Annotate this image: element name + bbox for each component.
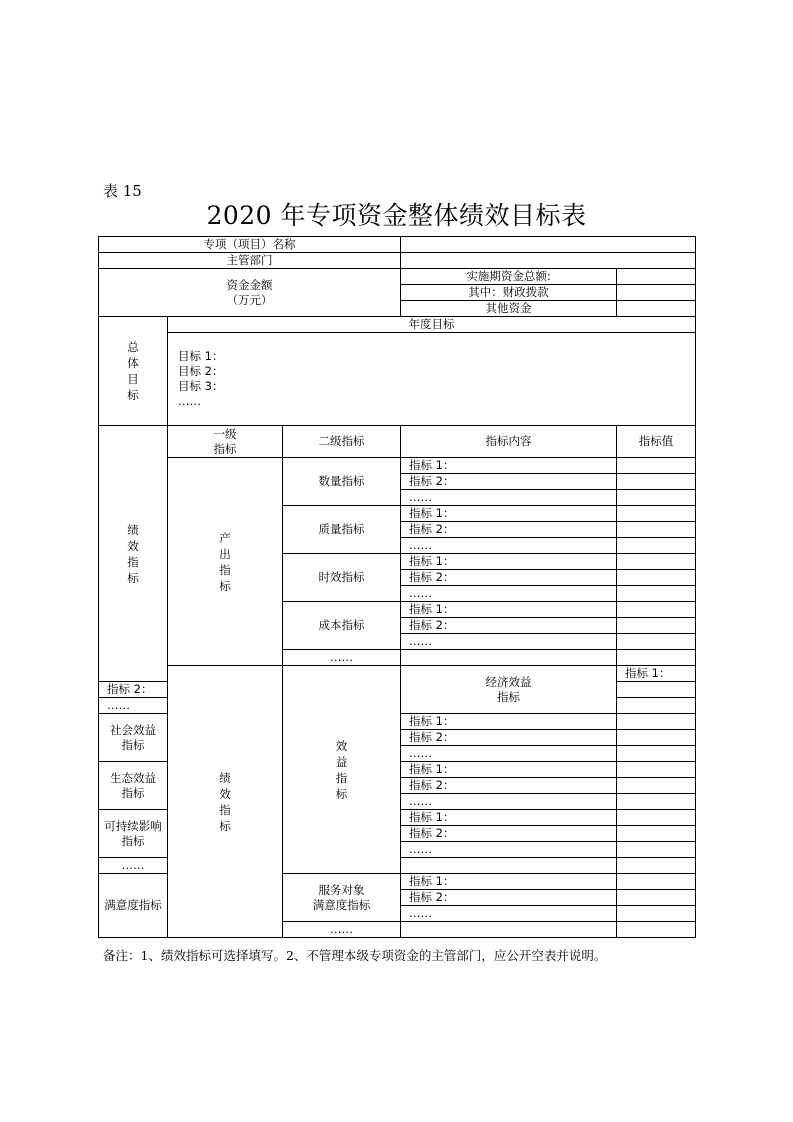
funds-label xyxy=(99,269,401,317)
indicator-cell[interactable]: 指标 1： xyxy=(401,762,617,778)
indicator-cell[interactable] xyxy=(401,650,617,666)
perf-char: 指 xyxy=(127,554,139,569)
indicator-value[interactable] xyxy=(617,634,696,650)
other-funds-label: 其他资金 xyxy=(401,301,617,317)
project-name-label: 专项（项目）名称 xyxy=(99,237,401,253)
indicator-cell[interactable]: 指标 1： xyxy=(401,458,617,474)
indicator-value[interactable] xyxy=(617,778,696,794)
indicator-value[interactable] xyxy=(617,650,696,666)
indicator-value[interactable] xyxy=(617,810,696,826)
quantity-indicator: 数量指标 xyxy=(283,458,401,506)
cost-indicator: 成本指标 xyxy=(283,602,401,650)
project-name-field[interactable] xyxy=(401,237,696,253)
output-more: …… xyxy=(283,650,401,666)
indicator-value[interactable] xyxy=(617,506,696,522)
indicator-cell[interactable] xyxy=(401,922,617,938)
group-name-line1: 可持续影响 xyxy=(104,818,162,833)
output-char: 产 xyxy=(219,530,231,545)
indicator-cell[interactable]: …… xyxy=(401,538,617,554)
benefit-char: 指 xyxy=(335,770,348,785)
indicator-value[interactable] xyxy=(617,714,696,730)
indicator-value[interactable] xyxy=(617,730,696,746)
output-char: 指 xyxy=(219,562,231,577)
goal-line: …… xyxy=(178,394,201,408)
output-char: 出 xyxy=(219,546,231,561)
level1-header-line1: 一级 xyxy=(213,426,237,441)
indicator-cell[interactable]: 指标 1： xyxy=(401,554,617,570)
fiscal-funds-label: 其中：财政拨款 xyxy=(401,285,617,301)
perf-char: 指 xyxy=(219,802,231,817)
performance-target-table xyxy=(98,236,696,938)
indicator-cell[interactable]: 指标 1： xyxy=(401,506,617,522)
indicator-value[interactable] xyxy=(617,858,696,874)
indicator-value[interactable] xyxy=(617,538,696,554)
group-name-line2: 指标 xyxy=(121,737,145,752)
group-name-line1: 服务对象 xyxy=(318,882,365,897)
benefit-char: 效 xyxy=(335,738,348,753)
perf-char: 绩 xyxy=(127,522,139,537)
department-label: 主管部门 xyxy=(99,253,401,269)
indicator-cell[interactable]: 指标 1： xyxy=(401,874,617,890)
funds-label-line2: （万元） xyxy=(226,292,273,307)
performance-section-label xyxy=(99,426,168,682)
indicator-cell[interactable]: 指标 2： xyxy=(99,682,168,698)
fiscal-funds-field[interactable] xyxy=(617,285,696,301)
indicator-cell[interactable]: 指标 2： xyxy=(401,826,617,842)
perf-char: 标 xyxy=(127,570,139,585)
total-funds-field[interactable] xyxy=(617,269,696,285)
benefit-char: 益 xyxy=(335,754,348,769)
level1-header-line2: 指标 xyxy=(213,441,237,456)
group-name-line2: 指标 xyxy=(121,833,145,848)
indicator-cell[interactable]: 指标 1： xyxy=(401,810,617,826)
perf-char: 效 xyxy=(219,786,231,801)
funds-label-line1: 资金金额 xyxy=(226,277,273,292)
benefit-char: 标 xyxy=(335,786,348,801)
annual-goal-content[interactable] xyxy=(168,333,696,426)
indicator-value[interactable] xyxy=(617,890,696,906)
table-number: 表 15 xyxy=(103,182,142,200)
indicator-cell[interactable]: 指标 2： xyxy=(401,890,617,906)
overall-char: 标 xyxy=(127,388,139,402)
indicator-cell[interactable]: 指标 2： xyxy=(401,730,617,746)
perf-char: 绩 xyxy=(219,770,231,785)
indicator-cell[interactable]: …… xyxy=(401,906,617,922)
goal-line: 目标 2： xyxy=(178,364,224,378)
group-name-line2: 满意度指标 xyxy=(312,897,371,912)
indicator-value[interactable] xyxy=(617,618,696,634)
value-header: 指标值 xyxy=(617,426,696,458)
content-header: 指标内容 xyxy=(401,426,617,458)
indicator-value[interactable] xyxy=(617,762,696,778)
page-title: 2020 年专项资金整体绩效目标表 xyxy=(206,201,587,230)
goal-line: 目标 3： xyxy=(178,379,224,393)
indicator-cell[interactable]: …… xyxy=(401,586,617,602)
group-name-line1: 经济效益 xyxy=(485,674,532,689)
ecological-benefit-indicator xyxy=(99,762,168,810)
annual-goal-label: 年度目标 xyxy=(168,317,696,333)
other-funds-field[interactable] xyxy=(617,301,696,317)
overall-char: 目 xyxy=(127,372,139,386)
indicator-value[interactable] xyxy=(617,586,696,602)
performance-section-label-2 xyxy=(168,666,283,938)
social-benefit-indicator xyxy=(99,714,168,762)
footnote: 备注：1、绩效指标可选择填写。2、不管理本级专项资金的主管部门，应公开空表并说明。 xyxy=(103,948,607,963)
overall-char: 总 xyxy=(127,340,139,354)
indicator-cell[interactable]: 指标 1： xyxy=(401,602,617,618)
perf-char: 标 xyxy=(219,818,231,833)
benefit-more: …… xyxy=(99,858,168,874)
indicator-value[interactable] xyxy=(617,474,696,490)
indicator-value[interactable] xyxy=(617,906,696,922)
indicator-cell[interactable]: 指标 1： xyxy=(401,714,617,730)
level2-header: 二级指标 xyxy=(283,426,401,458)
satisfaction-indicator-label: 满意度指标 xyxy=(99,874,168,938)
indicator-cell[interactable]: …… xyxy=(401,634,617,650)
department-field[interactable] xyxy=(401,253,696,269)
output-indicator-label xyxy=(168,458,283,666)
satisfaction-more: …… xyxy=(283,922,401,938)
indicator-value[interactable] xyxy=(617,922,696,938)
sustainable-impact-indicator xyxy=(99,810,168,858)
indicator-cell[interactable]: …… xyxy=(401,746,617,762)
overall-goal-section-label xyxy=(99,317,168,426)
indicator-cell[interactable]: 指标 2： xyxy=(401,778,617,794)
indicator-value[interactable] xyxy=(617,458,696,474)
indicator-cell[interactable]: …… xyxy=(401,794,617,810)
indicator-cell[interactable]: …… xyxy=(401,490,617,506)
overall-char: 体 xyxy=(127,356,139,370)
economic-benefit-indicator xyxy=(401,666,617,714)
service-satisfaction-indicator xyxy=(283,874,401,922)
indicator-value[interactable] xyxy=(617,602,696,618)
indicator-value[interactable] xyxy=(617,698,696,714)
indicator-cell[interactable]: 指标 2： xyxy=(401,522,617,538)
group-name-line1: 生态效益 xyxy=(110,770,156,785)
indicator-value[interactable] xyxy=(617,554,696,570)
goal-line: 目标 1： xyxy=(178,349,224,363)
indicator-cell[interactable]: …… xyxy=(401,842,617,858)
output-char: 标 xyxy=(219,578,231,593)
quality-indicator: 质量指标 xyxy=(283,506,401,554)
indicator-cell[interactable] xyxy=(401,858,617,874)
indicator-value[interactable] xyxy=(617,794,696,810)
indicator-value[interactable] xyxy=(617,682,696,698)
indicator-value[interactable] xyxy=(617,746,696,762)
group-name-line2: 指标 xyxy=(497,689,521,704)
indicator-cell[interactable]: 指标 1： xyxy=(617,666,696,682)
indicator-value[interactable] xyxy=(617,522,696,538)
indicator-value[interactable] xyxy=(617,570,696,586)
indicator-value[interactable] xyxy=(617,490,696,506)
indicator-value[interactable] xyxy=(617,826,696,842)
total-funds-label: 实施期资金总额: xyxy=(401,269,617,285)
benefit-indicator-label xyxy=(283,666,401,874)
group-name-line1: 社会效益 xyxy=(110,722,156,737)
indicator-cell[interactable]: 指标 2： xyxy=(401,618,617,634)
indicator-cell[interactable]: 指标 2： xyxy=(401,570,617,586)
indicator-value[interactable] xyxy=(617,842,696,858)
timeliness-indicator: 时效指标 xyxy=(283,554,401,602)
group-name-line2: 指标 xyxy=(121,785,145,800)
perf-char: 效 xyxy=(127,538,139,553)
indicator-cell[interactable]: …… xyxy=(99,698,168,714)
level1-header xyxy=(168,426,283,458)
indicator-value[interactable] xyxy=(617,874,696,890)
indicator-cell[interactable]: 指标 2： xyxy=(401,474,617,490)
